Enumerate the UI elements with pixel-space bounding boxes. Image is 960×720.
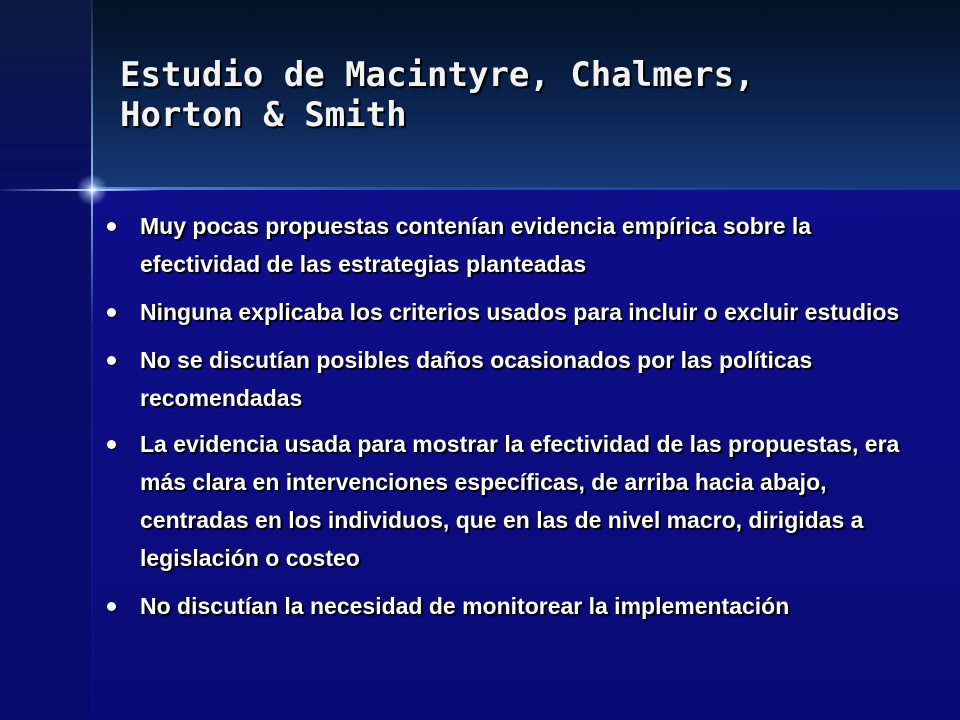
bullet-text: Ninguna explicaba los criterios usados para incluir o excluir estudios [140,299,900,325]
bullet-list [104,207,934,625]
bullet-item [104,293,934,331]
bullet-item [104,587,934,625]
bullet-text: La evidencia usada para mostrar la efectividad de las propuestas, era más clara en intervenciones específicas, de arriba hacia abajo, centradas en los individuos, que en las de nivel macro, dirigidas a legislación o costeo [140,431,900,571]
slide-title [120,55,880,135]
slide-title-line-1: Estudio de Macintyre, Chalmers, [120,55,755,95]
bullet-dot-icon [107,222,116,231]
bullet-text: No se discutían posibles daños ocasionados por las políticas recomendadas [140,347,813,411]
bullet-text: No discutían la necesidad de monitorear la implementación [140,593,790,619]
bullet-dot-icon [107,356,116,365]
bullet-dot-icon [107,602,116,611]
bullet-dot-icon [107,308,116,317]
bullet-item [104,341,934,417]
vertical-light-streak [91,0,93,720]
bullet-text: Muy pocas propuestas contenían evidencia empírica sobre la efectividad de las estrategias planteadas [140,213,812,277]
slide-title-line-2: Horton & Smith [120,95,407,135]
lens-flare-icon [76,174,108,206]
bullet-item [104,207,934,283]
bullet-dot-icon [107,440,116,449]
left-accent-band [0,0,92,720]
bullet-item [104,425,934,577]
